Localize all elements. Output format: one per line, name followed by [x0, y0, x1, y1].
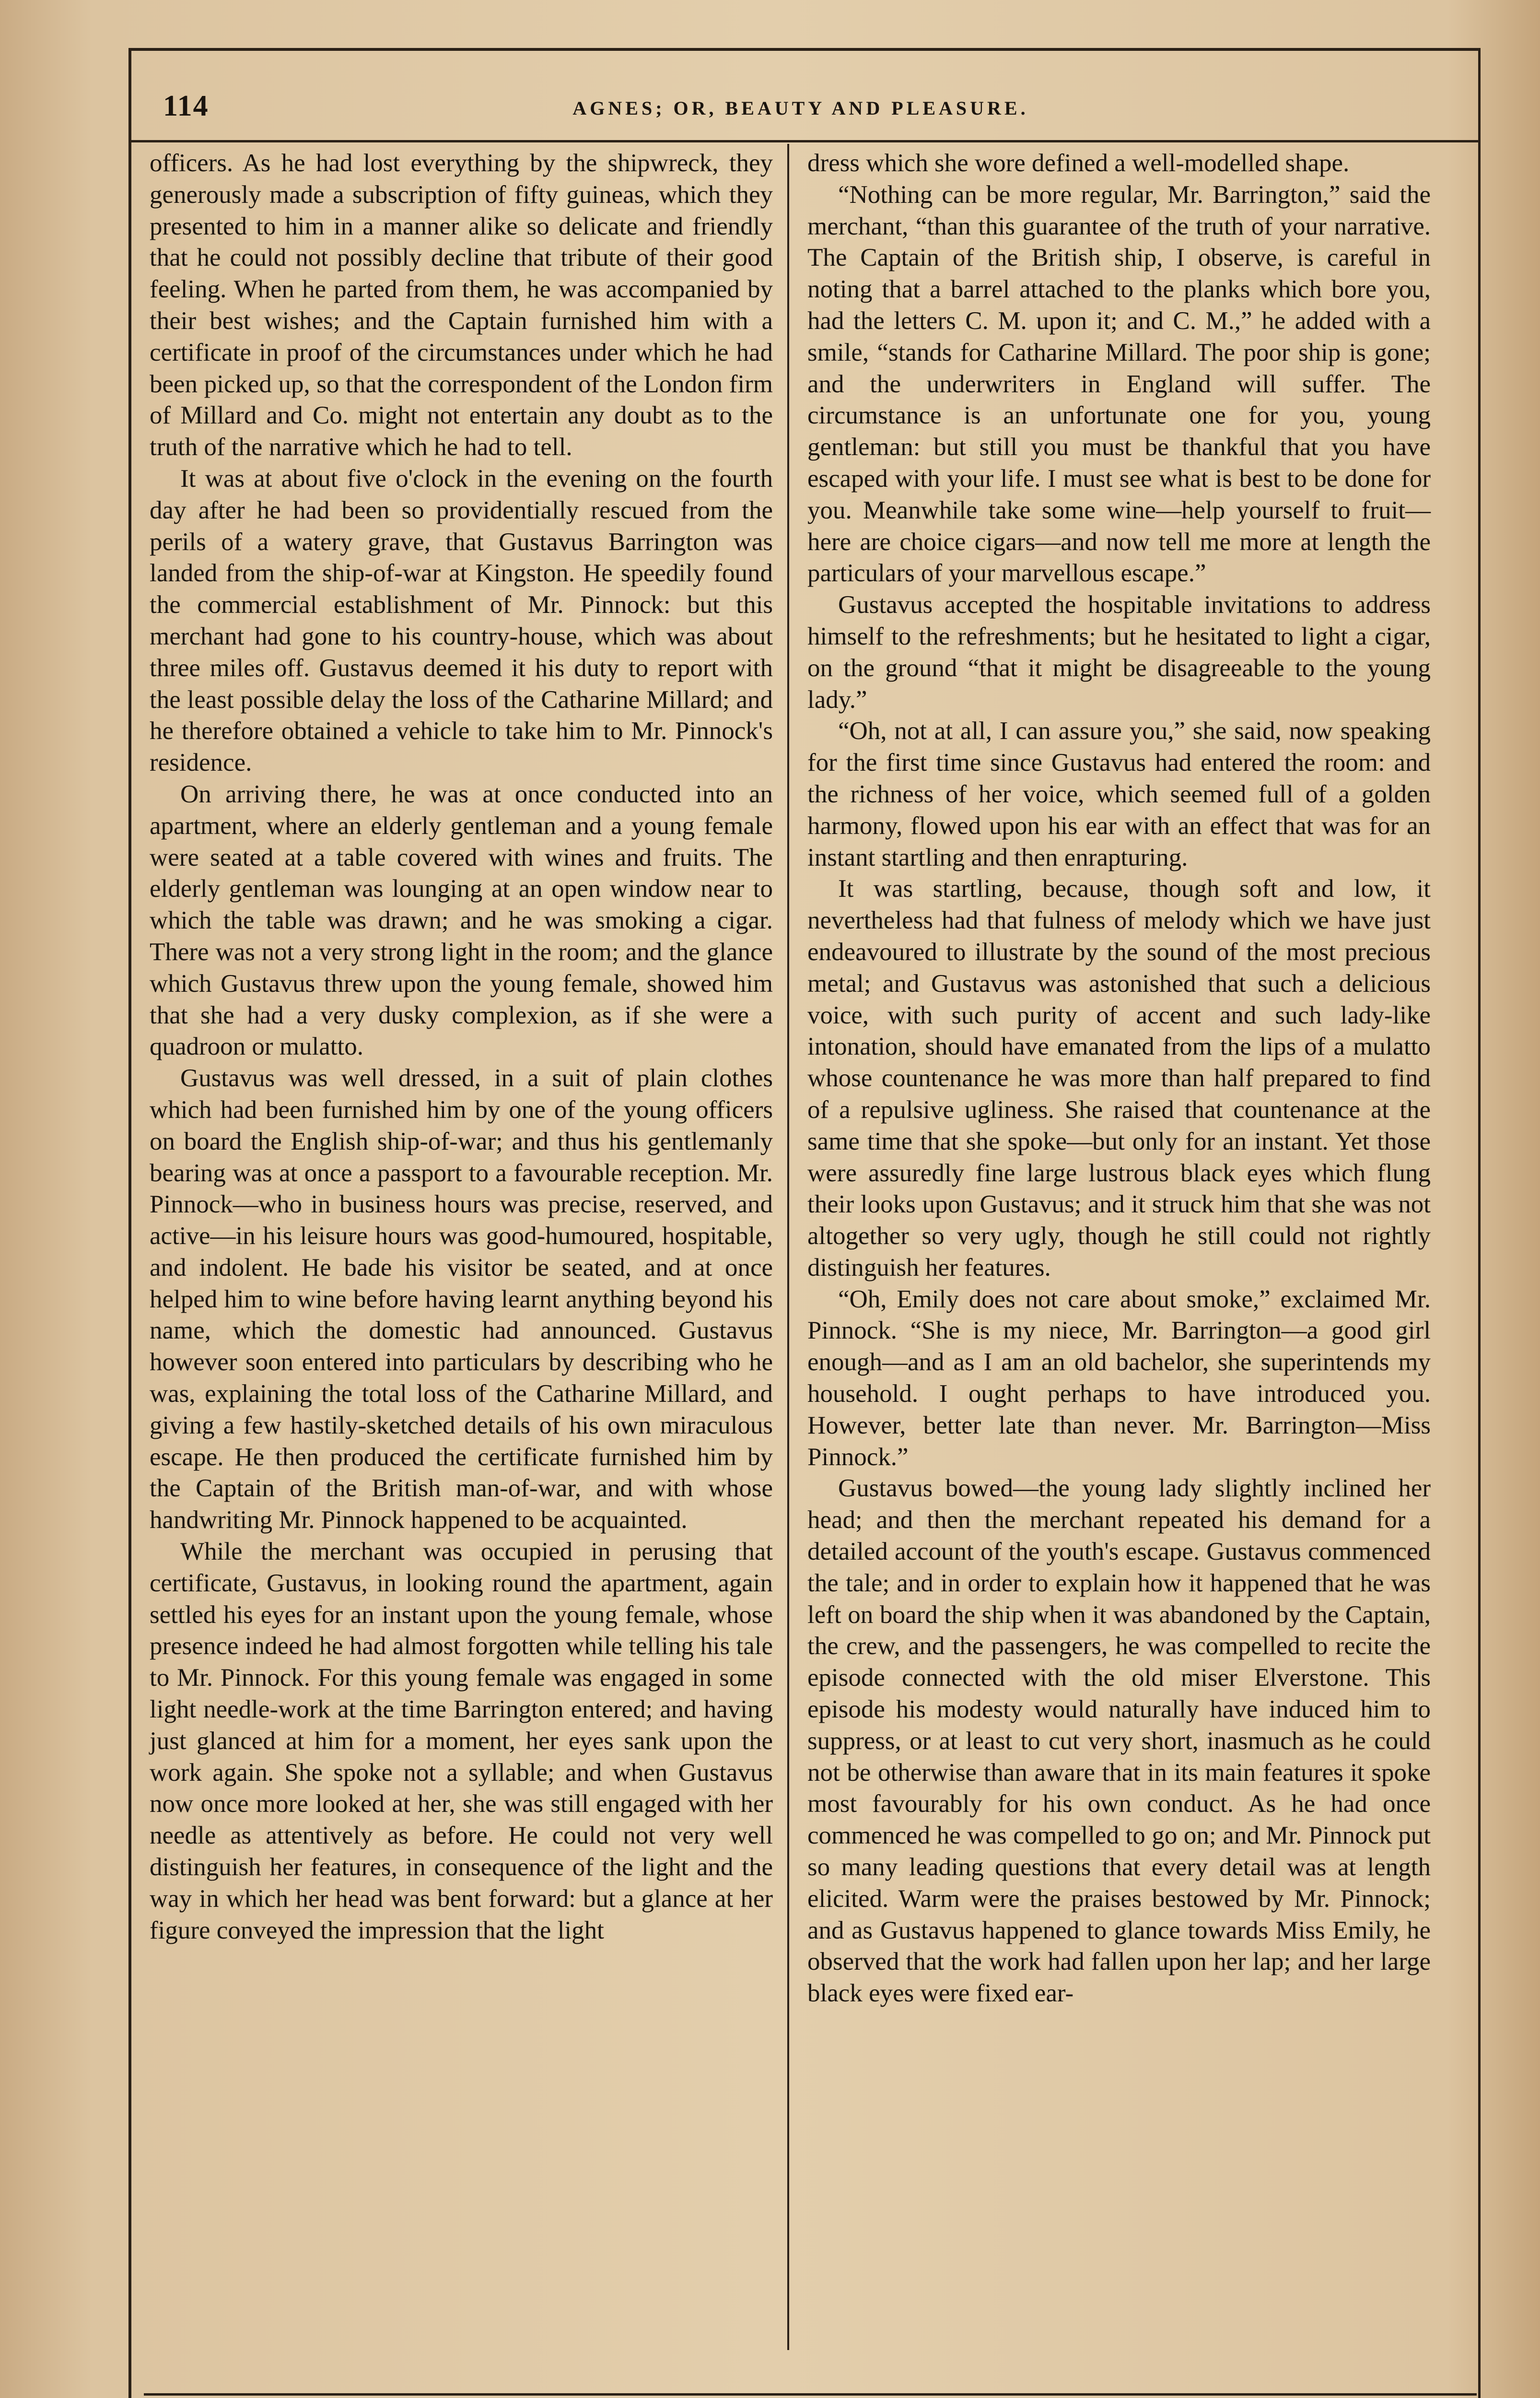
bottom-rule [144, 2393, 1477, 2396]
paragraph: Gustavus bowed—the young lady slightly inclined her head; and then the merchant repeated his demand for a detailed account of the youth's escape. Gustavus commenced the tale; and in order to explain how it happened that he was left on board the ship when it was abandoned by the Captain, the crew, and the passengers, he was compelled to recite the episode connected with the old miser Elverstone. This episode his modesty would naturally have induced him to suppress, or at least to cut very short, inasmuch as he could not be otherwise than aware that in its main features it spoke most favourably for his own conduct. As he had once commenced he was compelled to go on; and Mr. Pinnock put so many leading questions that every detail was at length elicited. Warm were the praises bestowed by Mr. Pinnock; and as Gustavus happened to glance towards Miss Emily, he observed that the work had fallen upon her lap; and her large black eyes were fixed ear- [807, 1474, 1431, 2008]
page-number: 114 [163, 90, 209, 122]
paragraph: While the merchant was occupied in perusing that certificate, Gustavus, in looking round the apartment, again settled his eyes for an instant upon the young female, whose presence indeed he had almost forgotten while telling his tale to Mr. Pinnock. For this young female was engaged in some light needle-work at the time Barrington entered; and having just glanced at him for a moment, her eyes sank upon the work again. She spoke not a syllable; and when Gustavus now once more looked at her, she was still engaged with her needle as attentively as before. He could not very well distinguish her features, in consequence of the light and the way in which her head was bent forward: but a glance at her figure conveyed the impression that the light [150, 1538, 773, 1944]
paragraph: Gustavus was well dressed, in a suit of plain clothes which had been furnished him by one of the young officers on board the English ship-of-war; and thus his gentlemanly bearing was at once a passport to a favourable reception. Mr. Pinnock—who in business hours was precise, reserved, and active—in his leisure hours was good-humoured, hospitable, and indolent. He bade his visitor be seated, and at once helped him to wine before having learnt anything beyond his name, which the domestic had announced. Gustavus however soon entered into particulars by describing who he was, explaining the total loss of the Catharine Millard, and giving a few hastily-sketched details of his own miraculous escape. He then produced the certificate furnished him by the Captain of the British man-of-war, and with whose handwriting Mr. Pinnock happened to be acquainted. [150, 1064, 773, 1534]
paragraph: “Nothing can be more regular, Mr. Barrington,” said the merchant, “than this guarantee of the truth of your narrative. The Captain of the British ship, I observe, is careful in noting that a barrel attached to the planks which bore you, had the letters C. M. upon it; and C. M.,” he added with a smile, “stands for Catharine Millard. The poor ship is gone; and the underwriters in England will suffer. The circumstance is an unfortunate one for you, young gentleman: but still you must be thankful that you have escaped with your life. I must see what is best to be done for you. Meanwhile take some wine—help yourself to fruit—here are choice cigars—and now tell me more at length the particulars of your marvellous escape.” [807, 180, 1431, 588]
header-rule [128, 140, 1481, 142]
right-column [807, 148, 1431, 2010]
paragraph: It was startling, because, though soft and low, it nevertheless had that fulness of melody which we have just endeavoured to illustrate by the sound of the most precious metal; and Gustavus was astonished that such a delicious voice, with such purity of accent and such lady-like intonation, should have emanated from the lips of a mulatto whose countenance he was more than half prepared to find of a repulsive ugliness. She raised that countenance at the same time that she spoke—but only for an instant. Yet those were assuredly fine large lustrous black eyes which flung their looks upon Gustavus; and it struck him that she was not altogether so very ugly, though he still could not rightly distinguish her features. [807, 875, 1431, 1281]
paragraph: dress which she wore defined a well-modelled shape. [807, 149, 1350, 177]
paragraph: officers. As he had lost everything by the shipwreck, they generously made a subscription of fifty guineas, which they presented to him in a manner alike so delicate and friendly that he could not possibly decline that tribute of their good feeling. When he parted from them, he was accompanied by their best wishes; and the Captain furnished him with a certificate in proof of the circumstances under which he had been picked up, so that the correspondent of the London firm of Millard and Co. might not entertain any doubt as to the truth of the narrative which he had to tell. [150, 149, 773, 461]
page-header [163, 89, 1438, 132]
column-divider [787, 144, 789, 2350]
paragraph: “Oh, Emily does not care about smoke,” exclaimed Mr. Pinnock. “She is my niece, Mr. Barrington—a good girl enough—and as I am an old bachelor, she superintends my household. I ought perhaps to have introduced you. However, better late than never. Mr. Barrington—Miss Pinnock.” [807, 1285, 1431, 1471]
running-title: AGNES; OR, BEAUTY AND PLEASURE. [572, 97, 1029, 119]
left-column [150, 148, 773, 1946]
paragraph: “Oh, not at all, I can assure you,” she said, now speaking for the first time since Gustavus had entered the room: and the richness of her voice, which seemed full of a golden harmony, flowed upon his ear with an effect that was for an instant startling and then enrapturing. [807, 717, 1431, 871]
paragraph: On arriving there, he was at once conducted into an apartment, where an elderly gentleman and a young female were seated at a table covered with wines and fruits. The elderly gentleman was lounging at an open window near to which the table was drawn; and he was smoking a cigar. There was not a very strong light in the room; and the glance which Gustavus threw upon the young female, showed him that she had a very dusky complexion, as if she were a quadroon or mulatto. [150, 780, 773, 1061]
paragraph: Gustavus accepted the hospitable invitations to address himself to the refreshments; but he hesitated to light a cigar, on the ground “that it might be disagreeable to the young lady.” [807, 591, 1431, 714]
paragraph: It was at about five o'clock in the evening on the fourth day after he had been so providentially rescued from the perils of a watery grave, that Gustavus Barrington was landed from the ship-of-war at Kingston. He speedily found the commercial establishment of Mr. Pinnock: but this merchant had gone to his country-house, which was about three miles off. Gustavus deemed it his duty to report with the least possible delay the loss of the Catharine Millard; and he therefore obtained a vehicle to take him to Mr. Pinnock's residence. [150, 464, 773, 777]
